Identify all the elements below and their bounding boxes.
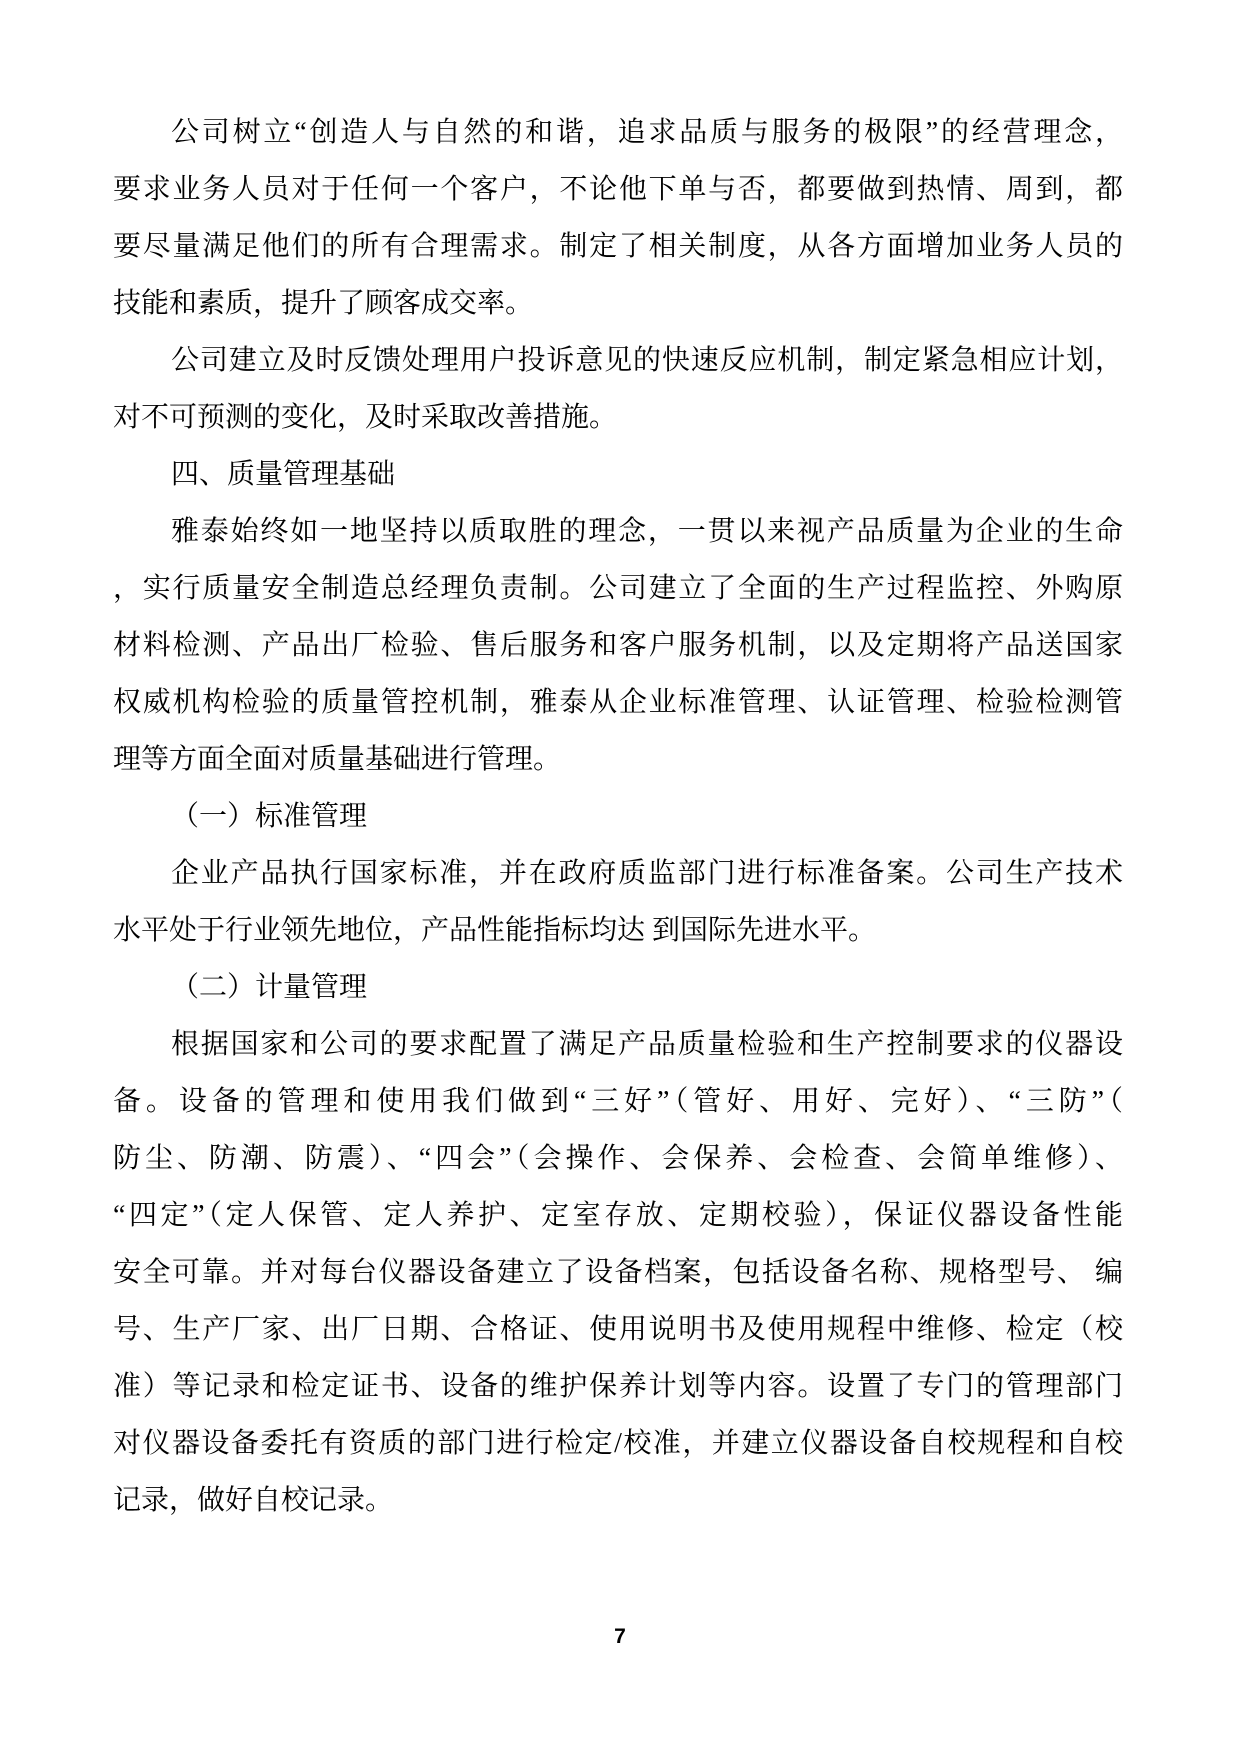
text-line: 材料检测、产品出厂检验、售后服务和客户服务机制，以及定期将产品送国家: [113, 630, 1123, 661]
text-line: 公司树立“创造人与自然的和谐，追求品质与服务的极限”的经营理念，: [171, 117, 1123, 148]
text-line: 对不可预测的变化，及时采取改善措施。: [113, 402, 618, 433]
text-line: 要求业务人员对于任何一个客户，不论他下单与否，都要做到热情、周到，都: [113, 174, 1123, 205]
text-line: 备。设备的管理和使用我们做到“三好”（管好、用好、完好）、“三防”（: [113, 1086, 1123, 1117]
text-line: 企业产品执行国家标准，并在政府质监部门进行标准备案。公司生产技术: [171, 858, 1123, 889]
text-line: ，实行质量安全制造总经理负责制。公司建立了全面的生产过程监控、外购原: [113, 573, 1123, 604]
text-line: 记录，做好自校记录。: [113, 1485, 394, 1516]
text-line: 安全可靠。并对每台仪器设备建立了设备档案，包括设备名称、规格型号、 编: [113, 1257, 1123, 1288]
text-line: 号、生产厂家、出厂日期、合格证、使用说明书及使用规程中维修、检定（校: [113, 1314, 1123, 1345]
text-line: “四定”（定人保管、定人养护、定室存放、定期校验），保证仪器设备性能: [113, 1200, 1123, 1231]
text-line: 要尽量满足他们的所有合理需求。制定了相关制度，从各方面增加业务人员的: [113, 231, 1123, 262]
page-number: 7: [614, 1625, 626, 1648]
text-line: 对仪器设备委托有资质的部门进行检定/校准，并建立仪器设备自校规程和自校: [113, 1428, 1123, 1459]
text-line: 水平处于行业领先地位，产品性能指标均达 到国际先进水平。: [113, 915, 877, 946]
text-line: 技能和素质，提升了顾客成交率。: [113, 288, 534, 319]
section-heading: （一）标准管理: [171, 801, 368, 832]
text-line: 根据国家和公司的要求配置了满足产品质量检验和生产控制要求的仪器设: [171, 1029, 1123, 1060]
text-line: 雅泰始终如一地坚持以质取胜的理念，一贯以来视产品质量为企业的生命: [171, 516, 1123, 547]
section-heading: （二）计量管理: [171, 972, 368, 1003]
section-heading: 四、质量管理基础: [171, 459, 396, 490]
text-line: 权威机构检验的质量管控机制，雅泰从企业标准管理、认证管理、检验检测管: [113, 687, 1123, 718]
text-line: 准）等记录和检定证书、设备的维护保养计划等内容。设置了专门的管理部门: [113, 1371, 1123, 1402]
text-line: 防尘、防潮、防震）、“四会”（会操作、会保养、会检查、会简单维修）、: [113, 1143, 1123, 1174]
document-body: [113, 104, 1123, 1529]
text-line: 公司建立及时反馈处理用户投诉意见的快速反应机制，制定紧急相应计划，: [171, 345, 1123, 376]
text-line: 理等方面全面对质量基础进行管理。: [113, 744, 562, 775]
